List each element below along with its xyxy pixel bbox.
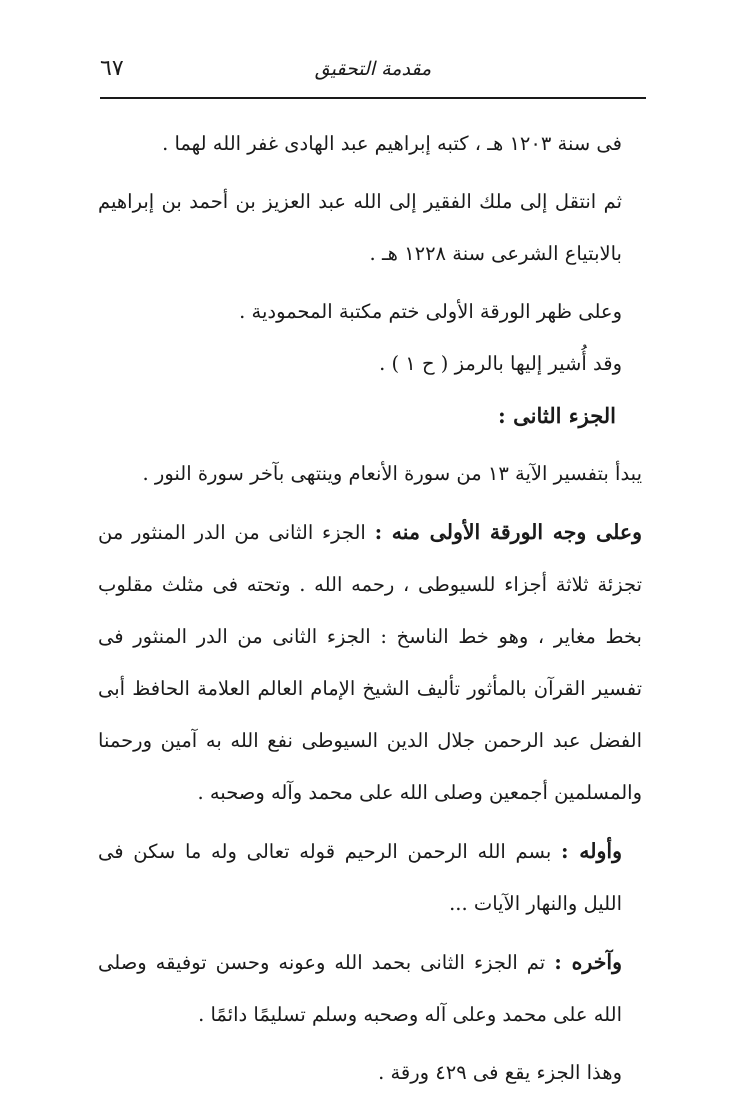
running-title: مقدمة التحقيق <box>314 58 432 80</box>
paragraph-text: وقد أُشير إليها بالرمز ( ح ١ ) . <box>379 352 622 375</box>
header-rule <box>100 97 646 99</box>
paragraph-date-line <box>98 118 642 170</box>
paragraph-ownership <box>98 176 642 280</box>
paragraph-text: يبدأ بتفسير الآية ١٣ من سورة الأنعام وينتهى بآخر سورة النور . <box>142 462 642 485</box>
paragraph-first-folio <box>98 506 642 819</box>
section-heading-part-two <box>98 390 642 442</box>
paragraph-explicit <box>98 936 642 1041</box>
paragraph-folio-count <box>98 1047 642 1099</box>
paragraph-text: تم الجزء الثانى بحمد الله وعونه وحسن توفيقه وصلى الله على محمد وعلى آله وصحبه وسلم تسليمًا دائمًا . <box>98 951 622 1026</box>
page-number: ٦٧ <box>100 56 124 81</box>
paragraph-lead: وعلى وجه الورقة الأولى منه : <box>374 520 642 544</box>
paragraph-text: فى سنة ١٢٠٣ هـ ، كتبه إبراهيم عبد الهادى غفر الله لهما . <box>162 132 622 155</box>
heading-text: الجزء الثانى : <box>498 403 616 428</box>
paragraph-text: الجزء الثانى من الدر المنثور من تجزئة ثلاثة أجزاء للسيوطى ، رحمه الله . وتحته فى مثلث مقلوب بخط مغاير ، وهو خط الناسخ : الجزء الثانى من الدر المنثور فى تفسير القرآن بالمأثور تأليف الشيخ الإمام العالم العلامة الحافظ أبى الفضل عبد الرحمن جلال الدين السيوطى نفع الله به آمين ورحمنا والمسلمين أجمعين وصلى الله على محمد وآله وصحبه . <box>98 521 642 804</box>
paragraph-text: وعلى ظهر الورقة الأولى ختم مكتبة المحمودية . <box>239 300 622 323</box>
paragraph-text: ثم انتقل إلى ملك الفقير إلى الله عبد العزيز بن أحمد بن إبراهيم بالابتياع الشرعى سنة ١٢٢٨ هـ . <box>98 190 622 265</box>
paragraph-seal <box>98 286 642 338</box>
body-text <box>98 118 642 1099</box>
paragraph-text: بسم الله الرحمن الرحيم قوله تعالى وله ما سكن فى الليل والنهار الآيات ... <box>98 840 622 915</box>
paragraph-scope <box>98 448 642 500</box>
page-header <box>100 56 646 96</box>
paragraph-symbol <box>98 338 642 390</box>
paragraph-lead: وآخره : <box>554 950 622 974</box>
paragraph-lead: وأوله : <box>561 839 622 863</box>
paragraph-text: وهذا الجزء يقع فى ٤٢٩ ورقة . <box>378 1061 622 1084</box>
paragraph-incipit <box>98 825 642 930</box>
